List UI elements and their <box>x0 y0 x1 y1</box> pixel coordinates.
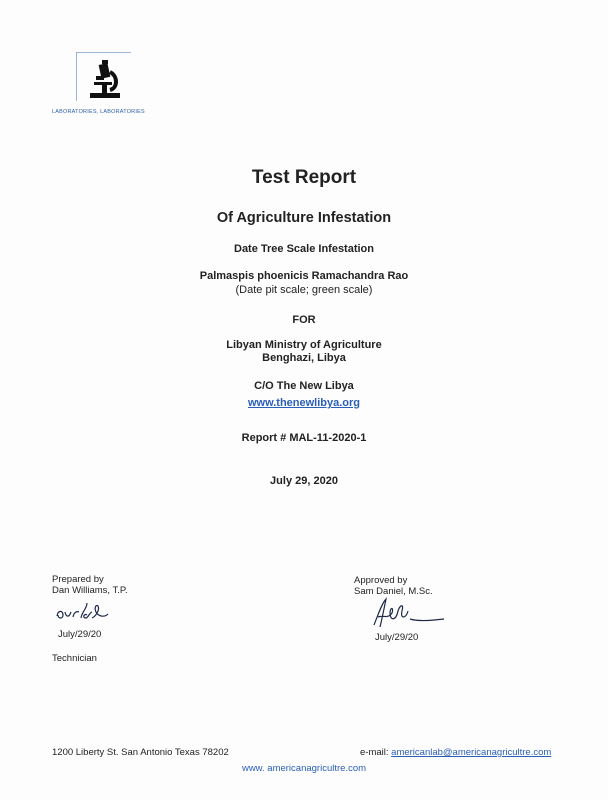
email-link[interactable]: americanlab@americanagricultre.com <box>391 747 552 758</box>
client-website-link[interactable]: www.thenewlibya.org <box>247 397 361 409</box>
page-title: Test Report <box>251 167 357 188</box>
microscope-icon <box>88 58 122 100</box>
approved-name: Sam Daniel, M.Sc. <box>354 586 433 597</box>
prepared-date: July/29/20 <box>58 629 102 640</box>
species-note: (Date pit scale; green scale) <box>235 284 373 296</box>
prepared-label: Prepared by <box>52 574 104 585</box>
client-name: Libyan Ministry of Agriculture <box>226 339 382 351</box>
for-label: FOR <box>292 314 316 326</box>
species-name: Palmaspis phoenicis Ramachandra Rao <box>199 270 409 282</box>
client-location: Benghazi, Libya <box>262 352 346 364</box>
footer-address: 1200 Liberty St. San Antonio Texas 78202 <box>52 747 229 758</box>
approver-signature <box>368 595 448 631</box>
email-label: e-mail: <box>360 747 392 758</box>
footer-email <box>360 747 551 758</box>
approved-label: Approved by <box>354 575 408 586</box>
preparer-signature <box>54 600 110 624</box>
report-date: July 29, 2020 <box>270 475 338 487</box>
logo-text: LABORATORIES, LABORATORIES <box>52 109 145 115</box>
footer-website[interactable]: www. americanagricultre.com <box>241 763 367 774</box>
report-topic: Date Tree Scale Infestation <box>234 243 374 255</box>
prepared-role: Technician <box>52 653 97 664</box>
report-subtitle: Of Agriculture Infestation <box>216 210 392 226</box>
prepared-name: Dan Williams, T.P. <box>52 585 128 596</box>
report-number: Report # MAL-11-2020-1 <box>241 432 367 444</box>
care-of: C/O The New Libya <box>254 380 354 392</box>
approved-date: July/29/20 <box>375 632 419 643</box>
